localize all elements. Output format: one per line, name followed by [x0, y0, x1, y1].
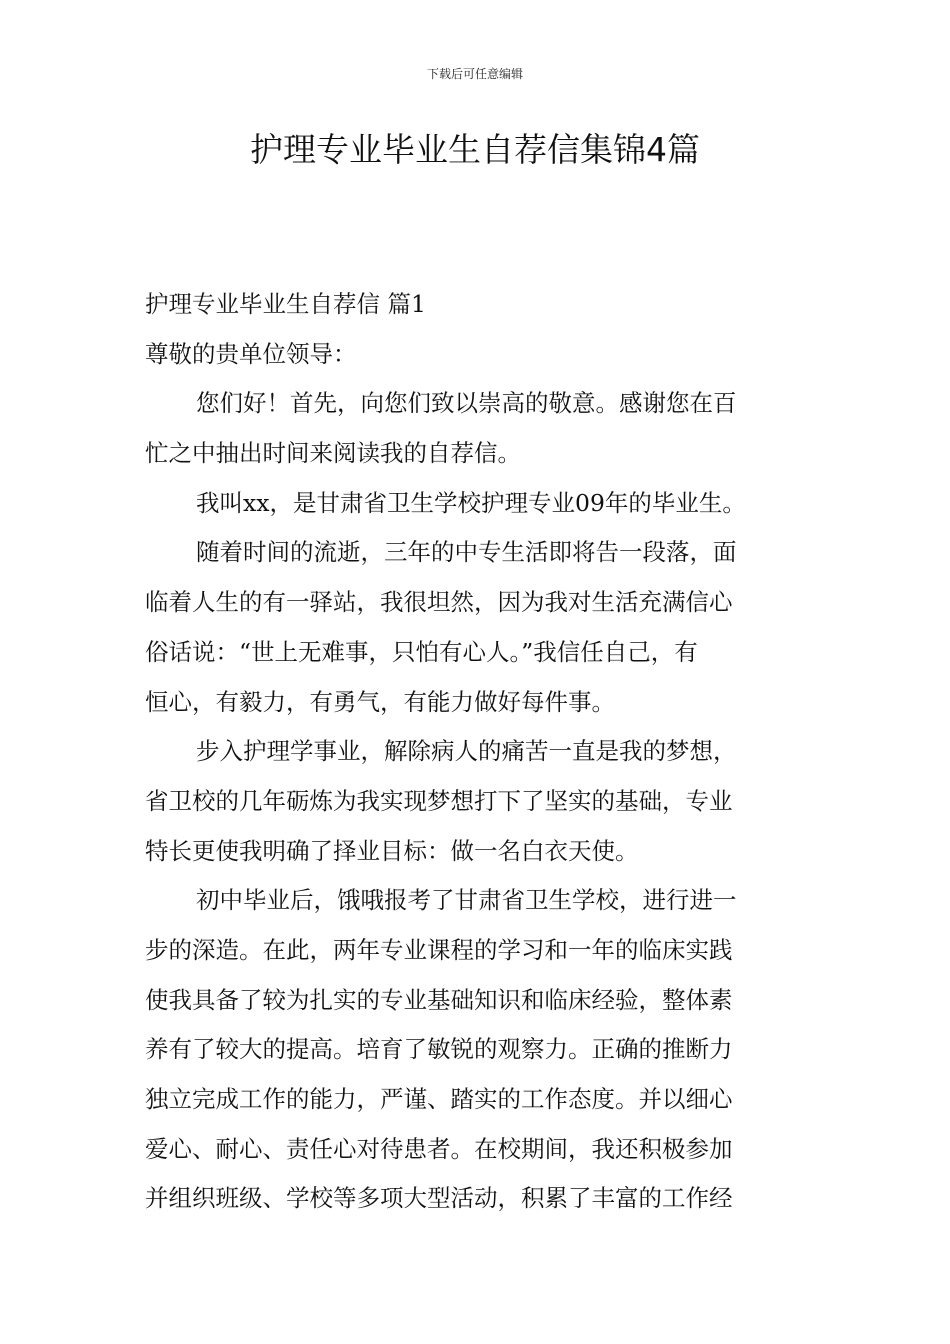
document-title: 护理专业毕业生自荐信集锦4篇 — [250, 130, 700, 169]
paragraph-line: 并组织班级、学校等多项大型活动，积累了丰富的工作经 — [145, 1184, 733, 1213]
salutation: 尊敬的贵单位领导： — [145, 339, 357, 368]
section-heading: 护理专业毕业生自荐信 篇1 — [145, 290, 426, 318]
paragraph-line: 步的深造。在此，两年专业课程的学习和一年的临床实践 — [145, 935, 733, 964]
paragraph-line: 步入护理学事业，解除病人的痛苦一直是我的梦想， — [196, 737, 737, 766]
paragraph-line: 临着人生的有一驿站，我很坦然，因为我对生活充满信心 — [145, 588, 733, 617]
paragraph-line: 使我具备了较为扎实的专业基础知识和临床经验，整体素 — [145, 985, 733, 1014]
paragraph-line: 省卫校的几年砺炼为我实现梦想打下了坚实的基础，专业 — [145, 786, 733, 815]
paragraph-line: 初中毕业后，饿哦报考了甘肃省卫生学校，进行进一 — [196, 886, 737, 915]
paragraph-line: 养有了较大的提高。培育了敏锐的观察力。正确的推断力 — [145, 1035, 733, 1064]
paragraph-line: 恒心，有毅力，有勇气，有能力做好每件事。 — [145, 687, 615, 716]
paragraph-line: 我叫xx，是甘肃省卫生学校护理专业09年的毕业生。 — [196, 488, 746, 517]
paragraph-line: 独立完成工作的能力，严谨、踏实的工作态度。并以细心 — [145, 1085, 733, 1113]
header-note: 下载后可任意编辑 — [426, 67, 523, 81]
document-body — [145, 280, 809, 1224]
paragraph-line: 忙之中抽出时间来阅读我的自荐信。 — [145, 439, 521, 468]
paragraph-line: 特长更使我明确了择业目标：做一名白衣天使。 — [145, 836, 639, 865]
paragraph-line: 爱心、耐心、责任心对待患者。在校期间，我还积极参加 — [145, 1134, 733, 1163]
paragraph-line: 随着时间的流逝，三年的中专生活即将告一段落，面 — [196, 538, 737, 567]
paragraph-line: 俗话说：“世上无难事，只怕有心人。”我信任自己，有 — [145, 637, 698, 666]
paragraph-line: 您们好！首先，向您们致以崇高的敬意。感谢您在百 — [196, 389, 737, 418]
